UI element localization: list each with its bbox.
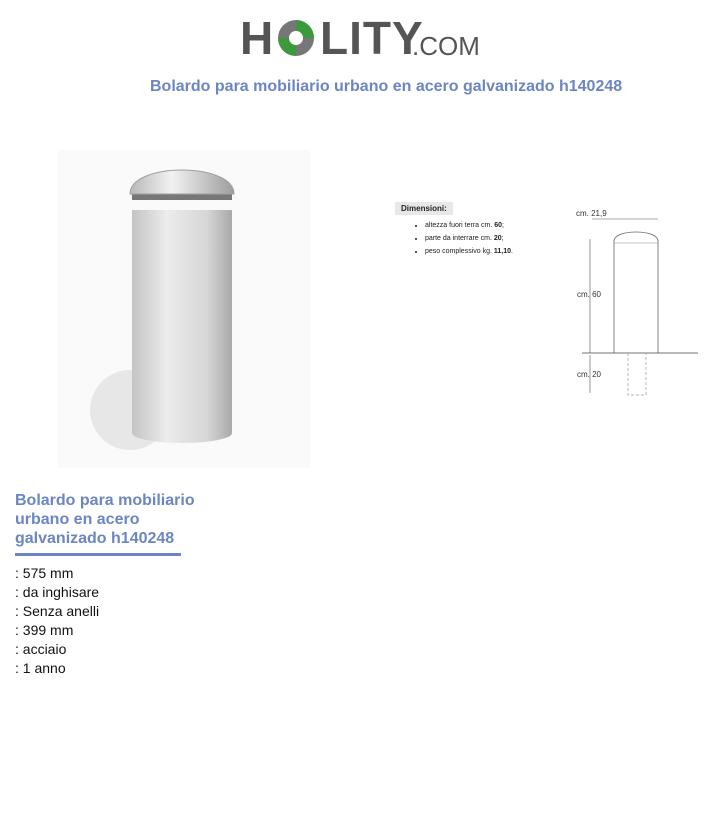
logo-wordmark: LITY bbox=[320, 12, 424, 64]
title-divider bbox=[15, 553, 181, 556]
dimension-item: • peso complessivo kg. 11,10. bbox=[425, 248, 585, 255]
dimension-item: • altezza fuori terra cm. 60; bbox=[425, 222, 585, 229]
dimensions-title: Dimensioni: bbox=[395, 202, 453, 215]
spec-item: : 1 anno bbox=[15, 660, 66, 676]
spec-list bbox=[15, 564, 99, 678]
product-title: Bolardo para mobiliario urbano en acero galvanizado h140248 bbox=[15, 492, 195, 547]
holity-logo[interactable] bbox=[240, 10, 490, 66]
logo-domain: .COM bbox=[412, 31, 480, 61]
underground-label: cm. 20 bbox=[577, 370, 602, 379]
bollard-product-image[interactable] bbox=[58, 150, 310, 468]
spec-item: : da inghisare bbox=[15, 584, 100, 600]
page-title: Bolardo para mobiliario urbano en acero galvanizado h140248 bbox=[150, 78, 623, 95]
bollard-sketch bbox=[570, 203, 700, 398]
spec-item: : 575 mm bbox=[15, 565, 74, 581]
logo-letter-h: H bbox=[240, 12, 275, 64]
height-label: cm. 60 bbox=[577, 290, 602, 299]
spec-item: : 399 mm bbox=[15, 622, 74, 638]
dimensions-list bbox=[395, 222, 585, 255]
spec-item: : Senza anelli bbox=[15, 603, 100, 619]
logo-o-icon bbox=[276, 18, 316, 58]
dimensions-box bbox=[395, 198, 585, 261]
spec-item: : acciaio bbox=[15, 641, 67, 657]
technical-drawing bbox=[395, 198, 700, 398]
width-label: cm. 21,9 bbox=[576, 209, 607, 218]
dimension-item: • parte da interrare cm. 20; bbox=[425, 235, 585, 242]
